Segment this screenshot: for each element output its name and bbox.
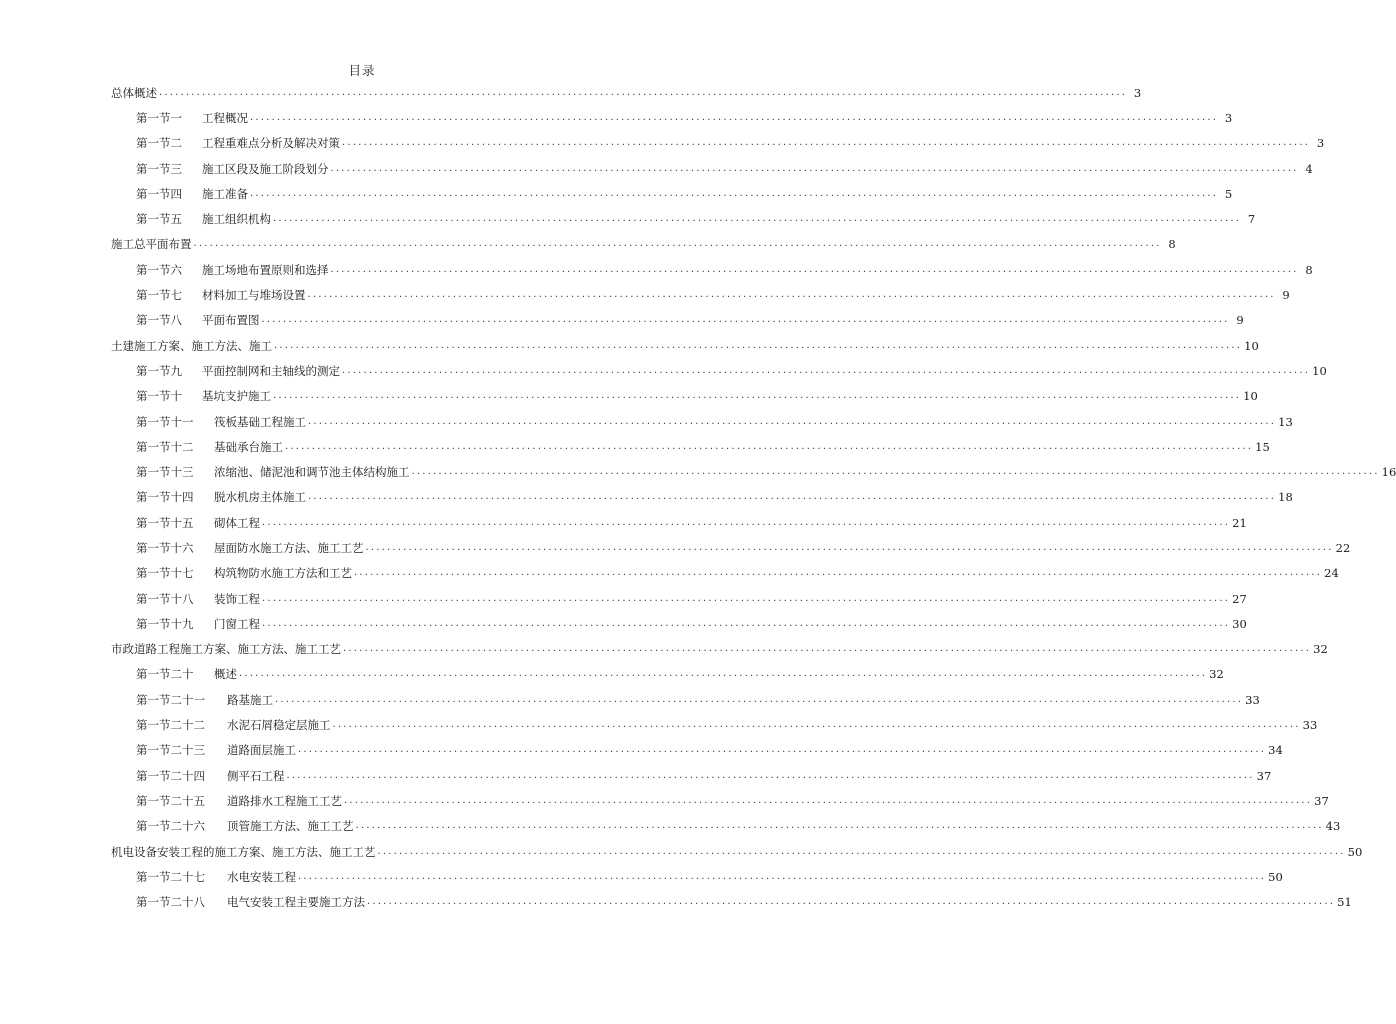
toc-section-entry bbox=[111, 131, 1325, 156]
toc-entry-title: 土建施工方案、施工方法、施工 bbox=[111, 338, 272, 353]
toc-dot-leader bbox=[342, 136, 1310, 150]
toc-entry-title: 施工场地布置原则和选择 bbox=[202, 262, 329, 277]
toc-page-number: 50 bbox=[1268, 869, 1283, 884]
toc-section-entry bbox=[111, 485, 1293, 510]
toc-page-number: 43 bbox=[1325, 819, 1341, 834]
toc-dot-leader bbox=[343, 642, 1311, 656]
toc-entry-title: 水电安装工程 bbox=[227, 869, 296, 884]
toc-entry-title: 路基施工 bbox=[227, 692, 273, 707]
toc-dot-leader bbox=[275, 693, 1243, 707]
toc-entry-title: 屋面防水施工方法、施工工艺 bbox=[214, 540, 364, 555]
toc-dot-leader bbox=[262, 516, 1230, 530]
toc-page-number: 10 bbox=[1243, 389, 1258, 404]
toc-dot-leader bbox=[159, 86, 1127, 100]
toc-entry-title: 市政道路工程施工方案、施工方法、施工工艺 bbox=[111, 642, 341, 657]
toc-section-number: 第一节十 bbox=[136, 389, 182, 404]
toc-section-entry bbox=[111, 308, 1244, 333]
toc-page-number: 21 bbox=[1232, 515, 1247, 530]
toc-section-entry bbox=[111, 206, 1256, 231]
toc-section-entry bbox=[111, 814, 1341, 839]
toc-section-number: 第一节十六 bbox=[136, 540, 194, 555]
toc-section-entry bbox=[111, 611, 1247, 636]
toc-dot-leader bbox=[356, 819, 1324, 833]
toc-entry-title: 工程重难点分析及解决对策 bbox=[202, 136, 340, 151]
toc-page-number: 37 bbox=[1314, 793, 1329, 808]
toc-entry-title: 平面控制网和主轴线的测定 bbox=[202, 363, 340, 378]
toc-page-number: 22 bbox=[1335, 540, 1351, 555]
toc-dot-leader bbox=[333, 718, 1301, 732]
toc-page-number: 51 bbox=[1337, 895, 1352, 910]
toc-page-number: 3 bbox=[1133, 85, 1142, 100]
toc-section-entry bbox=[111, 535, 1351, 560]
toc-section-number: 第一节二十一 bbox=[136, 692, 205, 707]
toc-dot-leader bbox=[331, 263, 1299, 277]
toc-section-entry bbox=[111, 586, 1247, 611]
toc-page-number: 24 bbox=[1324, 566, 1339, 581]
toc-dot-leader bbox=[273, 212, 1241, 226]
toc-section-entry bbox=[111, 156, 1313, 181]
toc-page-number: 4 bbox=[1305, 161, 1313, 176]
toc-page-number: 3 bbox=[1316, 136, 1325, 151]
toc-page-number: 5 bbox=[1224, 186, 1233, 201]
toc-chapter-entry bbox=[111, 232, 1176, 257]
toc-section-number: 第一节十二 bbox=[136, 439, 194, 454]
toc-section-entry bbox=[111, 561, 1339, 586]
toc-page-number: 16 bbox=[1381, 465, 1396, 480]
toc-dot-leader bbox=[194, 237, 1162, 251]
toc-page-number: 13 bbox=[1278, 414, 1293, 429]
toc-dot-leader bbox=[342, 364, 1310, 378]
toc-section-entry bbox=[111, 257, 1313, 282]
toc-entry-title: 顶管施工方法、施工工艺 bbox=[227, 819, 354, 834]
toc-entry-title: 概述 bbox=[214, 667, 237, 682]
toc-page-number: 8 bbox=[1168, 237, 1176, 252]
toc-page-number: 34 bbox=[1268, 743, 1283, 758]
toc-entry-title: 侧平石工程 bbox=[227, 768, 285, 783]
toc-entry-title: 总体概述 bbox=[111, 85, 157, 100]
toc-entry-title: 浓缩池、储泥池和调节池主体结构施工 bbox=[214, 465, 410, 480]
toc-section-entry bbox=[111, 282, 1290, 307]
toc-section-number: 第一节二十三 bbox=[136, 743, 205, 758]
toc-section-entry bbox=[111, 384, 1258, 409]
toc-dot-leader bbox=[285, 440, 1253, 454]
toc-page-number: 33 bbox=[1245, 692, 1260, 707]
toc-section-number: 第一节十三 bbox=[136, 465, 194, 480]
toc-page-number: 32 bbox=[1313, 642, 1328, 657]
toc-dot-leader bbox=[274, 339, 1242, 353]
toc-dot-leader bbox=[250, 187, 1218, 201]
toc-dot-leader bbox=[354, 566, 1322, 580]
toc-dot-leader bbox=[344, 794, 1312, 808]
toc-dot-leader bbox=[308, 490, 1276, 504]
toc-section-entry bbox=[111, 763, 1272, 788]
toc-section-number: 第一节十九 bbox=[136, 616, 194, 631]
toc-section-entry bbox=[111, 409, 1293, 434]
toc-chapter-entry bbox=[111, 637, 1328, 662]
toc-chapter-entry bbox=[111, 80, 1142, 105]
toc-entry-title: 水泥石屑稳定层施工 bbox=[227, 718, 331, 733]
toc-section-entry bbox=[111, 712, 1318, 737]
toc-section-entry bbox=[111, 358, 1327, 383]
toc-section-number: 第一节十七 bbox=[136, 566, 194, 581]
toc-section-entry bbox=[111, 788, 1329, 813]
toc-entry-title: 电气安装工程主要施工方法 bbox=[227, 895, 365, 910]
toc-dot-leader bbox=[308, 415, 1276, 429]
toc-section-entry bbox=[111, 890, 1352, 915]
toc-entry-title: 构筑物防水施工方法和工艺 bbox=[214, 566, 352, 581]
toc-section-number: 第一节二 bbox=[136, 136, 182, 151]
toc-section-number: 第一节二十七 bbox=[136, 869, 205, 884]
toc-page-number: 9 bbox=[1236, 313, 1244, 328]
toc-section-number: 第一节十五 bbox=[136, 515, 194, 530]
toc-title: 目录 bbox=[348, 63, 376, 78]
toc-page-number: 37 bbox=[1256, 768, 1272, 783]
toc-entry-title: 道路面层施工 bbox=[227, 743, 296, 758]
toc-page-number: 30 bbox=[1232, 616, 1247, 631]
toc-page-number: 15 bbox=[1255, 439, 1270, 454]
toc-section-number: 第一节十八 bbox=[136, 591, 194, 606]
toc-entry-title: 材料加工与堆场设置 bbox=[202, 288, 306, 303]
toc-entry-title: 筏板基础工程施工 bbox=[214, 414, 306, 429]
toc-section-entry bbox=[111, 181, 1233, 206]
toc-entry-title: 施工准备 bbox=[202, 186, 248, 201]
toc-dot-leader bbox=[287, 769, 1255, 783]
toc-section-entry bbox=[111, 738, 1283, 763]
toc-entry-title: 平面布置图 bbox=[202, 313, 260, 328]
toc-section-number: 第一节二十二 bbox=[136, 718, 205, 733]
toc-entry-title: 脱水机房主体施工 bbox=[214, 490, 306, 505]
toc-section-entry bbox=[111, 864, 1283, 889]
toc-page-number: 3 bbox=[1224, 110, 1233, 125]
toc-entry-title: 装饰工程 bbox=[214, 591, 260, 606]
toc-section-number: 第一节三 bbox=[136, 161, 182, 176]
toc-dot-leader bbox=[250, 111, 1218, 125]
toc-dot-leader bbox=[308, 288, 1276, 302]
toc-section-number: 第一节二十五 bbox=[136, 793, 205, 808]
toc-dot-leader bbox=[331, 162, 1299, 176]
toc-dot-leader bbox=[262, 592, 1230, 606]
toc-dot-leader bbox=[298, 870, 1266, 884]
toc-chapter-entry bbox=[111, 839, 1363, 864]
toc-section-number: 第一节五 bbox=[136, 212, 182, 227]
toc-dot-leader bbox=[262, 313, 1230, 327]
toc-page-number: 8 bbox=[1305, 262, 1313, 277]
toc-dot-leader bbox=[262, 617, 1230, 631]
toc-page-number: 9 bbox=[1282, 288, 1290, 303]
toc-section-number: 第一节二十八 bbox=[136, 895, 205, 910]
toc-chapter-entry bbox=[111, 333, 1259, 358]
toc-page-number: 32 bbox=[1209, 667, 1224, 682]
toc-page-number: 10 bbox=[1312, 363, 1327, 378]
toc-section-number: 第一节十一 bbox=[136, 414, 194, 429]
toc-page-number: 18 bbox=[1278, 490, 1293, 505]
toc-dot-leader bbox=[367, 895, 1335, 909]
toc-dot-leader bbox=[412, 465, 1380, 479]
toc-section-number: 第一节二十六 bbox=[136, 819, 205, 834]
toc-section-number: 第一节一 bbox=[136, 110, 182, 125]
toc-section-number: 第一节七 bbox=[136, 288, 182, 303]
toc-section-number: 第一节十四 bbox=[136, 490, 194, 505]
toc-entry-title: 基础承台施工 bbox=[214, 439, 283, 454]
toc-page-number: 10 bbox=[1244, 338, 1259, 353]
toc-page-number: 7 bbox=[1247, 212, 1256, 227]
toc-entry-title: 门窗工程 bbox=[214, 616, 260, 631]
toc-page-number: 50 bbox=[1347, 844, 1363, 859]
toc-section-number: 第一节九 bbox=[136, 363, 182, 378]
toc-dot-leader bbox=[273, 389, 1241, 403]
toc-section-entry bbox=[111, 434, 1270, 459]
toc-entry-title: 施工总平面布置 bbox=[111, 237, 192, 252]
toc-section-number: 第一节二十 bbox=[136, 667, 194, 682]
toc-section-entry bbox=[111, 687, 1260, 712]
toc-section-entry bbox=[111, 510, 1247, 535]
toc-entry-title: 砌体工程 bbox=[214, 515, 260, 530]
toc-dot-leader bbox=[378, 845, 1346, 859]
toc-page-number: 27 bbox=[1232, 591, 1247, 606]
toc-section-number: 第一节二十四 bbox=[136, 768, 205, 783]
toc-list bbox=[111, 80, 1396, 915]
toc-entry-title: 施工区段及施工阶段划分 bbox=[202, 161, 329, 176]
toc-entry-title: 施工组织机构 bbox=[202, 212, 271, 227]
toc-section-entry bbox=[111, 662, 1224, 687]
toc-dot-leader bbox=[239, 667, 1207, 681]
toc-section-number: 第一节四 bbox=[136, 186, 182, 201]
toc-dot-leader bbox=[298, 743, 1266, 757]
toc-page-number: 33 bbox=[1302, 718, 1318, 733]
toc-entry-title: 道路排水工程施工工艺 bbox=[227, 793, 342, 808]
toc-section-number: 第一节八 bbox=[136, 313, 182, 328]
toc-section-entry bbox=[111, 105, 1233, 130]
toc-entry-title: 工程概况 bbox=[202, 110, 248, 125]
toc-section-entry bbox=[111, 459, 1396, 484]
toc-section-number: 第一节六 bbox=[136, 262, 182, 277]
toc-entry-title: 机电设备安装工程的施工方案、施工方法、施工工艺 bbox=[111, 844, 376, 859]
toc-entry-title: 基坑支护施工 bbox=[202, 389, 271, 404]
toc-dot-leader bbox=[366, 541, 1334, 555]
